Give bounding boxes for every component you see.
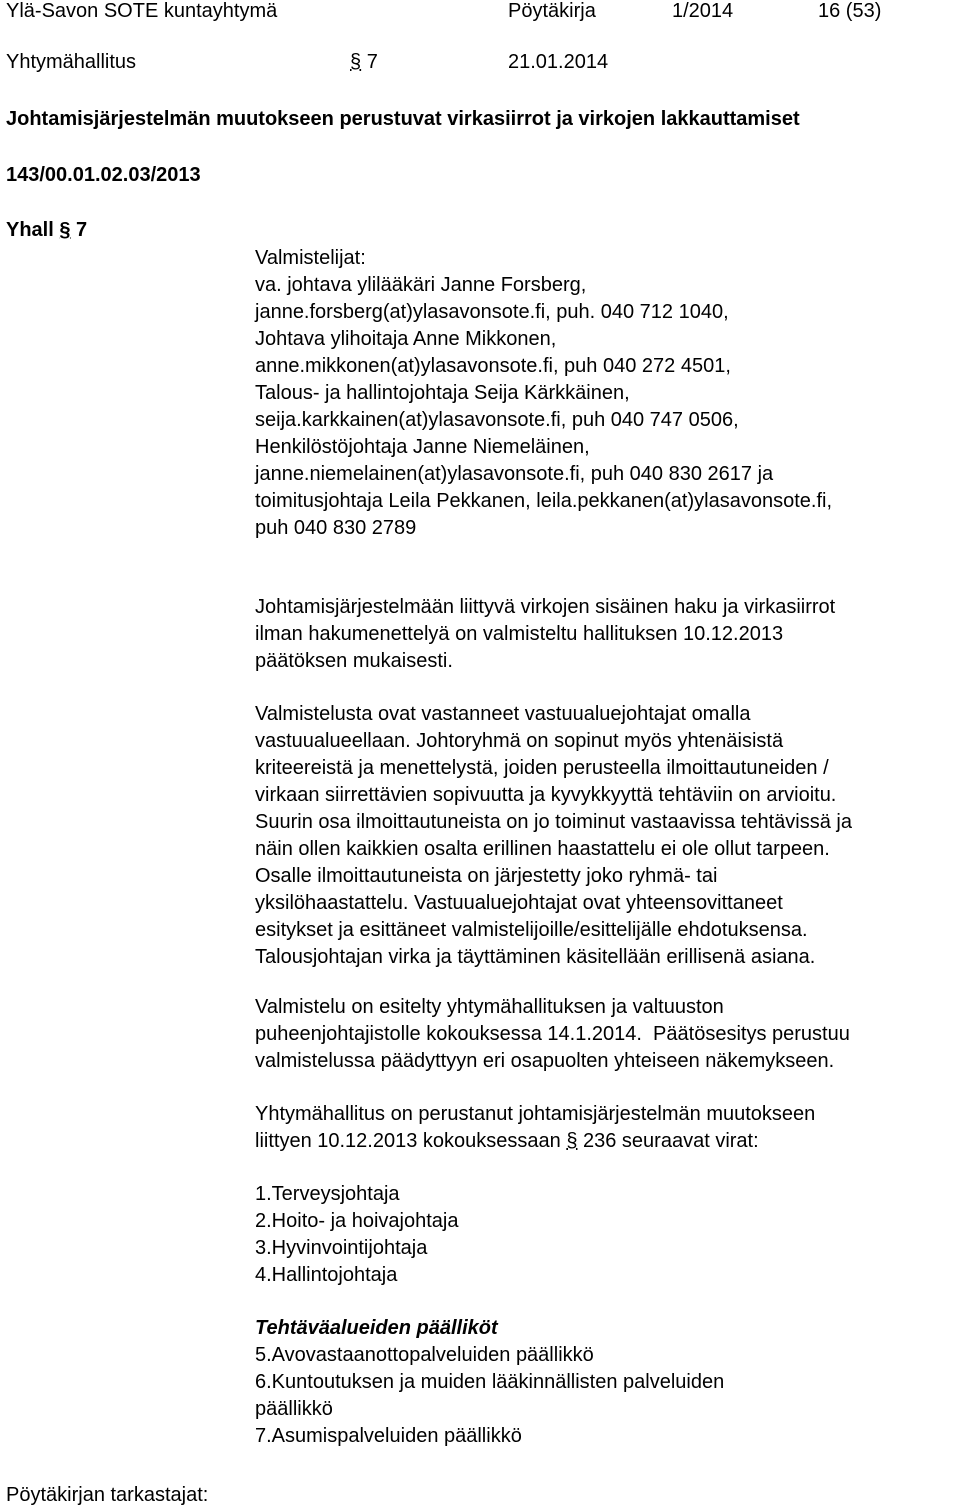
preparers-line: janne.forsberg(at)ylasavonsote.fi, puh. 040 712 1040,	[255, 301, 729, 323]
paragraph-2: Valmistelusta ovat vastanneet vastuualuejohtajat omalla vastuualueellaan. Johtoryhmä on sopinut myös yhtenäisistä kriteereistä ja menettelystä, joiden perusteella ilmoittautuneiden / virkaan siirrettävien sopivuutta ja kyvykkyyttä tehtäviin on arvioitu. Suurin osa ilmoittautuneista on jo toiminut vastaavissa tehtävissä ja näin ollen kaikkien osalta erillinen haastattelu ei ole ollut tarpeen. Osalle ilmoittautuneista on järjestetty joko ryhmä- tai yksilöhaastattelu. Vastuualuejohtajat ovat yhteensovittaneet esitykset ja esittäneet valmistelijoille/esittelijälle ehdotuksensa. Talousjohtajan virka ja täyttäminen käsitellään erillisenä asiana.	[255, 703, 852, 968]
director-list	[255, 1181, 458, 1289]
preparers-line: va. johtava ylilääkäri Janne Forsberg,	[255, 274, 587, 296]
list-item: 5.Avovastaanottopalveluiden päällikkö	[255, 1344, 594, 1366]
footer-label: Pöytäkirjan tarkastajat:	[6, 1484, 209, 1506]
preparers-line: Talous- ja hallintojohtaja Seija Kärkkäinen,	[255, 382, 630, 404]
preparers-line: puh 040 830 2789	[255, 517, 417, 539]
list-heading: Tehtäväalueiden päälliköt	[255, 1317, 498, 1339]
preparers-line: anne.mikkonen(at)ylasavonsote.fi, puh 040 272 4501,	[255, 355, 731, 377]
section-label: Yhall § 7	[6, 219, 88, 241]
preparers-line: Johtava ylihoitaja Anne Mikkonen,	[255, 328, 557, 350]
preparers-line: seija.karkkainen(at)ylasavonsote.fi, puh 040 747 0506,	[255, 409, 739, 431]
manager-list	[255, 1315, 724, 1450]
preparers-line: Valmistelijat:	[255, 247, 366, 269]
page-number: 16 (53)	[818, 0, 882, 22]
list-item: 7.Asumispalveluiden päällikkö	[255, 1425, 522, 1447]
section-sign: §	[566, 1130, 578, 1152]
section-number: 7	[366, 51, 378, 73]
paragraph-1: Johtamisjärjestelmään liittyvä virkojen sisäinen haku ja virkasiirrot ilman hakumenettelyä on valmisteltu hallituksen 10.12.2013 päätöksen mukaisesti.	[255, 596, 836, 672]
document-number: 1/2014	[672, 0, 734, 22]
preparers-line: toimitusjohtaja Leila Pekkanen, leila.pekkanen(at)ylasavonsote.fi,	[255, 490, 833, 512]
page-title: Johtamisjärjestelmän muutokseen perustuvat virkasiirrot ja virkojen lakkauttamiset	[6, 108, 800, 130]
preparers-line: janne.niemelainen(at)ylasavonsote.fi, puh 040 830 2617 ja	[255, 463, 774, 485]
preparers-line: Henkilöstöjohtaja Janne Niemeläinen,	[255, 436, 590, 458]
document-type: Pöytäkirja	[508, 0, 596, 22]
organization-name: Ylä-Savon SOTE kuntayhtymä	[6, 0, 278, 22]
section-sign: §	[350, 51, 362, 73]
preparers-block	[255, 245, 832, 542]
list-item: 6.Kuntoutuksen ja muiden lääkinnällisten palveluiden	[255, 1371, 725, 1393]
list-item: 4.Hallintojohtaja	[255, 1264, 398, 1286]
governing-body: Yhtymähallitus	[6, 51, 137, 73]
paragraph-3: Valmistelu on esitelty yhtymähallituksen ja valtuuston puheenjohtajistolle kokouksessa 14.1.2014. Päätösesitys perustuu valmistelussa päädyttyyn eri osapuolten yhteiseen näkemykseen.	[255, 996, 850, 1072]
paragraph-4: Yhtymähallitus on perustanut johtamisjärjestelmän muutokseen liittyen 10.12.2013 kokouksessaan § 236 seuraavat virat:	[255, 1103, 816, 1152]
list-item: 2.Hoito- ja hoivajohtaja	[255, 1210, 459, 1232]
section-reference	[350, 49, 378, 76]
list-item: 3.Hyvinvointijohtaja	[255, 1237, 428, 1259]
case-reference: 143/00.01.02.03/2013	[6, 164, 201, 186]
list-item: 1.Terveysjohtaja	[255, 1183, 400, 1205]
list-item: päällikkö	[255, 1398, 333, 1420]
meeting-date: 21.01.2014	[508, 51, 609, 73]
